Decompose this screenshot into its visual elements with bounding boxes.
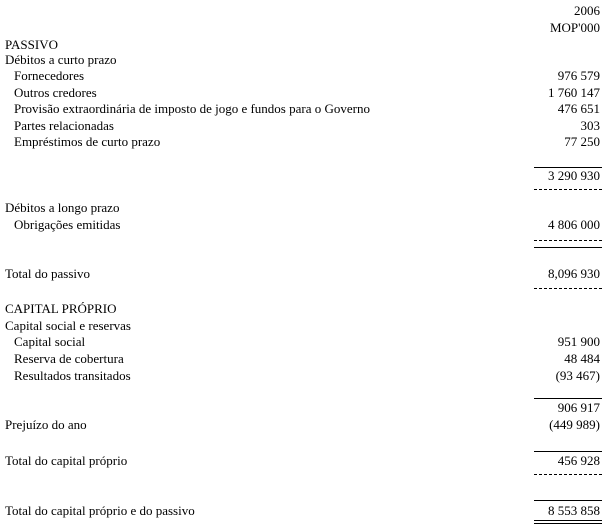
prejuizo-label: Prejuízo do ano	[5, 417, 87, 432]
curto-prazo-subtotal: 3 290 930	[548, 168, 600, 183]
rule	[534, 451, 602, 452]
rule	[534, 247, 602, 248]
grand-total-value: 8 553 858	[548, 503, 600, 518]
line-value: 4 806 000	[548, 217, 600, 232]
reservas-subtotal: 906 917	[557, 400, 600, 415]
line-value: 476 651	[557, 101, 600, 116]
line-value: 951 900	[557, 334, 600, 349]
total-passivo-value: 8,096 930	[548, 266, 600, 281]
longo-prazo-title: Débitos a longo prazo	[5, 200, 120, 215]
grand-total-label: Total do capital próprio e do passivo	[5, 503, 195, 518]
curto-prazo-title: Débitos a curto prazo	[5, 52, 117, 67]
double-rule-bottom	[534, 523, 602, 524]
line-label: Empréstimos de curto prazo	[14, 134, 161, 149]
line-value: 77 250	[564, 134, 600, 149]
dashed-rule	[534, 474, 602, 475]
total-passivo-label: Total do passivo	[5, 266, 91, 281]
reservas-title: Capital social e reservas	[5, 318, 131, 333]
total-capital-label: Total do capital próprio	[5, 453, 128, 468]
double-rule-top	[534, 520, 602, 521]
subtotal-dashed-rule	[534, 189, 602, 190]
line-label: Fornecedores	[14, 68, 85, 83]
line-label: Partes relacionadas	[14, 118, 114, 133]
line-label: Outros credores	[14, 85, 97, 100]
prejuizo-value: (449 989)	[549, 417, 600, 432]
line-value: 1 760 147	[548, 85, 600, 100]
rule	[534, 500, 602, 501]
capital-title: CAPITAL PRÓPRIO	[5, 301, 117, 316]
dashed-rule	[534, 240, 602, 241]
line-value: 976 579	[557, 68, 600, 83]
passivo-title: PASSIVO	[5, 37, 58, 52]
dashed-rule	[534, 288, 602, 289]
line-value: 303	[580, 118, 600, 133]
line-label: Capital social	[14, 334, 86, 349]
currency-header: MOP'000	[549, 20, 600, 35]
total-capital-value: 456 928	[557, 453, 600, 468]
line-label: Resultados transitados	[14, 368, 131, 383]
subtotal-rule	[534, 398, 602, 399]
line-label: Obrigações emitidas	[14, 217, 121, 232]
line-label: Reserva de cobertura	[14, 351, 124, 366]
line-value: 48 484	[564, 351, 600, 366]
line-value: (93 467)	[555, 368, 600, 383]
line-label: Provisão extraordinária de imposto de jogo e fundos para o Governo	[14, 101, 370, 116]
year-header: 2006	[574, 3, 600, 18]
